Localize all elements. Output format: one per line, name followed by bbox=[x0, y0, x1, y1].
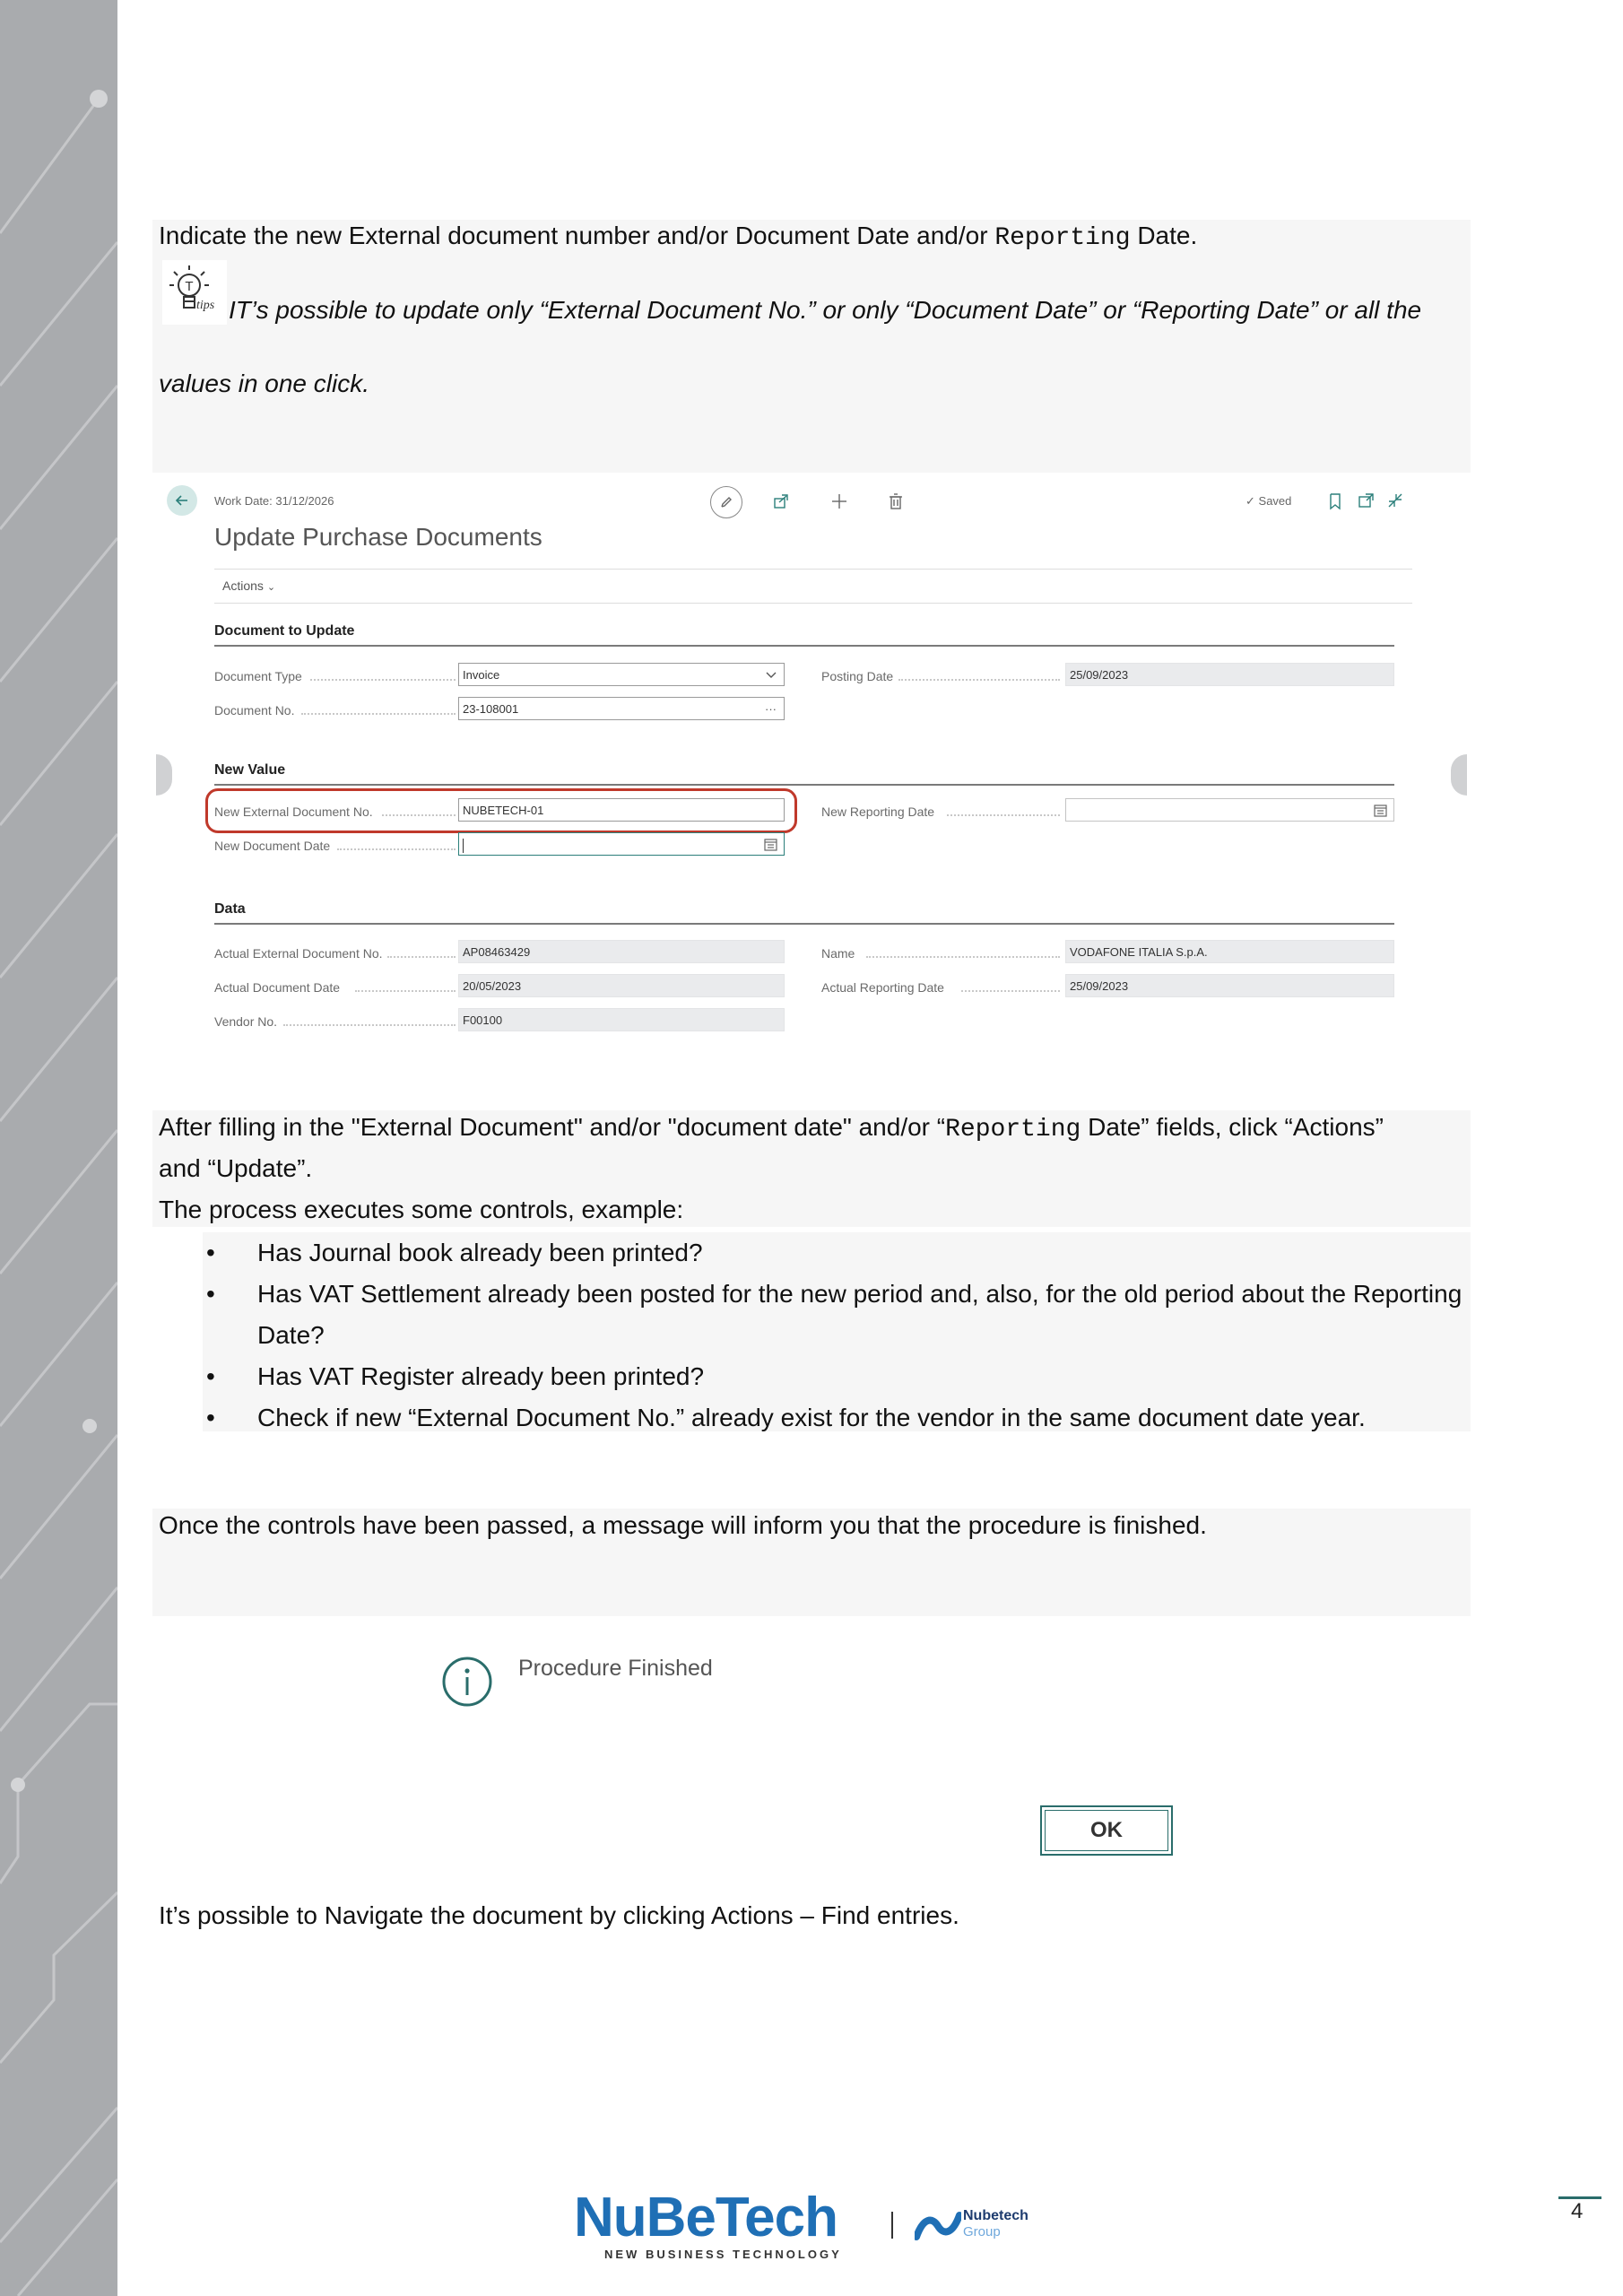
actual-external-document-no-field bbox=[458, 940, 785, 963]
new-document-date-label: New Document Date bbox=[214, 839, 331, 853]
document-no-label: Document No. bbox=[214, 703, 295, 718]
ok-button[interactable] bbox=[1040, 1805, 1173, 1856]
after-text: After filling in the "External Document" and/or "document date" and/or “ bbox=[159, 1113, 946, 1141]
after-text-end: Date” fields, click “Actions” bbox=[1081, 1113, 1384, 1141]
collapse-icon[interactable] bbox=[1386, 491, 1404, 509]
leader-dots bbox=[866, 956, 1060, 958]
actual-document-date-field bbox=[458, 974, 785, 997]
intro-shade bbox=[152, 220, 1471, 473]
calendar-icon[interactable] bbox=[764, 838, 777, 851]
new-document-date-input[interactable] bbox=[458, 832, 785, 856]
circuit-pattern bbox=[0, 0, 117, 2296]
decorative-sidebar bbox=[0, 0, 117, 2296]
name-field bbox=[1065, 940, 1394, 963]
actual-external-document-no-label: Actual External Document No. bbox=[214, 946, 383, 961]
saved-label: Saved bbox=[1258, 494, 1292, 508]
chevron-down-icon: ⌄ bbox=[266, 582, 276, 593]
chevron-down-icon bbox=[766, 672, 777, 679]
actual-reporting-date-label: Actual Reporting Date bbox=[821, 980, 944, 995]
actual-document-date-value: 20/05/2023 bbox=[463, 979, 522, 993]
section-divider bbox=[214, 645, 1394, 647]
controls-intro: The process executes some controls, example: bbox=[159, 1196, 684, 1223]
embedded-screenshot bbox=[158, 478, 1469, 1052]
document-no-field[interactable] bbox=[458, 697, 785, 720]
group-name: Nubetech bbox=[963, 2208, 1028, 2223]
document-no-value: 23-108001 bbox=[463, 702, 519, 716]
ok-label: OK bbox=[1090, 1818, 1123, 1842]
list-item: • Has Journal book already been printed? bbox=[204, 1232, 1487, 1274]
tip-line-2: values in one click. bbox=[159, 370, 370, 397]
leader-dots bbox=[337, 848, 456, 850]
name-value: VODAFONE ITALIA S.p.A. bbox=[1070, 945, 1208, 959]
name-label: Name bbox=[821, 946, 855, 961]
actual-reporting-date-value: 25/09/2023 bbox=[1070, 979, 1129, 993]
actual-reporting-date-field bbox=[1065, 974, 1394, 997]
vendor-no-label: Vendor No. bbox=[214, 1014, 278, 1029]
lightbulb-tips-icon bbox=[162, 260, 227, 325]
after-line-2: and “Update”. bbox=[159, 1154, 313, 1182]
page-number: 4 bbox=[1571, 2199, 1584, 2223]
vendor-no-field bbox=[458, 1008, 785, 1031]
open-new-window-icon[interactable] bbox=[1358, 491, 1376, 509]
posting-date-field bbox=[1065, 663, 1394, 686]
posting-date-value: 25/09/2023 bbox=[1070, 668, 1129, 682]
after-line-1 bbox=[159, 1110, 1384, 1147]
leader-dots bbox=[382, 814, 456, 816]
leader-dots bbox=[961, 990, 1060, 992]
brand-name: NuBeTech bbox=[574, 2187, 838, 2248]
vendor-no-value: F00100 bbox=[463, 1013, 503, 1027]
new-external-document-no-input[interactable] bbox=[458, 798, 785, 822]
list-item: • Has VAT Register already been printed? bbox=[204, 1356, 1487, 1397]
actual-external-document-no-value: AP08463429 bbox=[463, 945, 531, 959]
work-date: Work Date: 31/12/2026 bbox=[214, 494, 334, 508]
new-external-document-no-label: New External Document No. bbox=[214, 804, 373, 819]
share-icon[interactable] bbox=[773, 492, 791, 510]
check-icon: ✓ bbox=[1245, 494, 1255, 508]
dialog-message: Procedure Finished bbox=[518, 1656, 713, 1681]
document-type-select[interactable] bbox=[458, 663, 785, 686]
scroll-left-handle[interactable] bbox=[156, 754, 172, 796]
brand-tagline: NEW BUSINESS TECHNOLOGY bbox=[604, 2248, 842, 2261]
section-document-to-update: Document to Update bbox=[214, 623, 355, 639]
nubetech-group-logo bbox=[915, 2205, 1049, 2246]
posting-date-label: Posting Date bbox=[821, 669, 894, 683]
leader-dots bbox=[355, 990, 456, 992]
list-item bbox=[204, 1274, 1487, 1356]
edit-button[interactable] bbox=[710, 486, 742, 518]
after-mono-text: Reporting bbox=[945, 1116, 1081, 1144]
tip-line-1: IT’s possible to update only “External Document No.” or only “Document Date” or “Reporting Date” or all the bbox=[229, 296, 1422, 324]
intro-line bbox=[159, 219, 1197, 256]
wave-logo-icon bbox=[915, 2210, 961, 2242]
text-cursor bbox=[463, 839, 464, 853]
bookmark-icon[interactable] bbox=[1327, 492, 1343, 510]
new-reporting-date-input[interactable] bbox=[1065, 798, 1394, 822]
navigate-text: It’s possible to Navigate the document by clicking Actions – Find entries. bbox=[159, 1901, 959, 1929]
page-title: Update Purchase Documents bbox=[214, 523, 542, 551]
leader-dots bbox=[898, 679, 1060, 681]
actual-document-date-label: Actual Document Date bbox=[214, 980, 341, 995]
section-data: Data bbox=[214, 901, 246, 917]
intro-mono-text: Reporting bbox=[994, 224, 1131, 252]
list-item-text: Has VAT Settlement already been posted for the new period and, also, for the old period about the Reporting bbox=[257, 1280, 1462, 1308]
new-external-document-no-value: NUBETECH-01 bbox=[463, 804, 544, 817]
group-subname: Group bbox=[963, 2224, 1001, 2239]
document-type-label: Document Type bbox=[214, 669, 302, 683]
intro-text-end: Date. bbox=[1130, 222, 1198, 249]
document-type-value: Invoice bbox=[463, 668, 500, 682]
calendar-icon[interactable] bbox=[1374, 804, 1387, 817]
section-new-value: New Value bbox=[214, 762, 286, 778]
leader-dots bbox=[947, 814, 1060, 816]
back-arrow-icon bbox=[174, 492, 190, 509]
logo-separator bbox=[891, 2212, 893, 2239]
actions-menu[interactable] bbox=[222, 578, 275, 593]
section-divider bbox=[214, 923, 1394, 925]
pencil-icon bbox=[719, 495, 733, 509]
leader-dots bbox=[387, 956, 456, 958]
section-divider bbox=[214, 784, 1394, 786]
back-button[interactable] bbox=[167, 485, 197, 516]
list-item: • Check if new “External Document No.” already exist for the vendor in the same document date year. bbox=[204, 1397, 1487, 1439]
nubetech-logo bbox=[574, 2188, 879, 2260]
delete-icon[interactable] bbox=[887, 492, 905, 510]
dialog-info-icon bbox=[441, 1656, 493, 1708]
svg-text:tips: tips bbox=[196, 299, 215, 312]
intro-text: Indicate the new External document number and/or Document Date and/or bbox=[159, 222, 995, 249]
leader-dots bbox=[301, 713, 456, 715]
leader-dots bbox=[283, 1024, 456, 1026]
saved-status bbox=[1245, 494, 1291, 509]
leader-dots bbox=[310, 679, 456, 681]
new-icon[interactable] bbox=[830, 492, 848, 510]
scroll-right-handle[interactable] bbox=[1451, 754, 1467, 796]
actions-bar-top-line bbox=[214, 569, 1412, 570]
lookup-button[interactable]: ··· bbox=[765, 702, 777, 716]
list-item-text-cont: Date? bbox=[257, 1321, 325, 1349]
actions-bar-bottom-line bbox=[214, 603, 1412, 604]
controls-list bbox=[204, 1232, 1487, 1439]
actions-label: Actions bbox=[222, 578, 264, 593]
svg-text:T: T bbox=[185, 279, 194, 294]
controls-message: Once the controls have been passed, a message will inform you that the procedure is finished. bbox=[159, 1511, 1207, 1539]
new-reporting-date-label: New Reporting Date bbox=[821, 804, 935, 819]
